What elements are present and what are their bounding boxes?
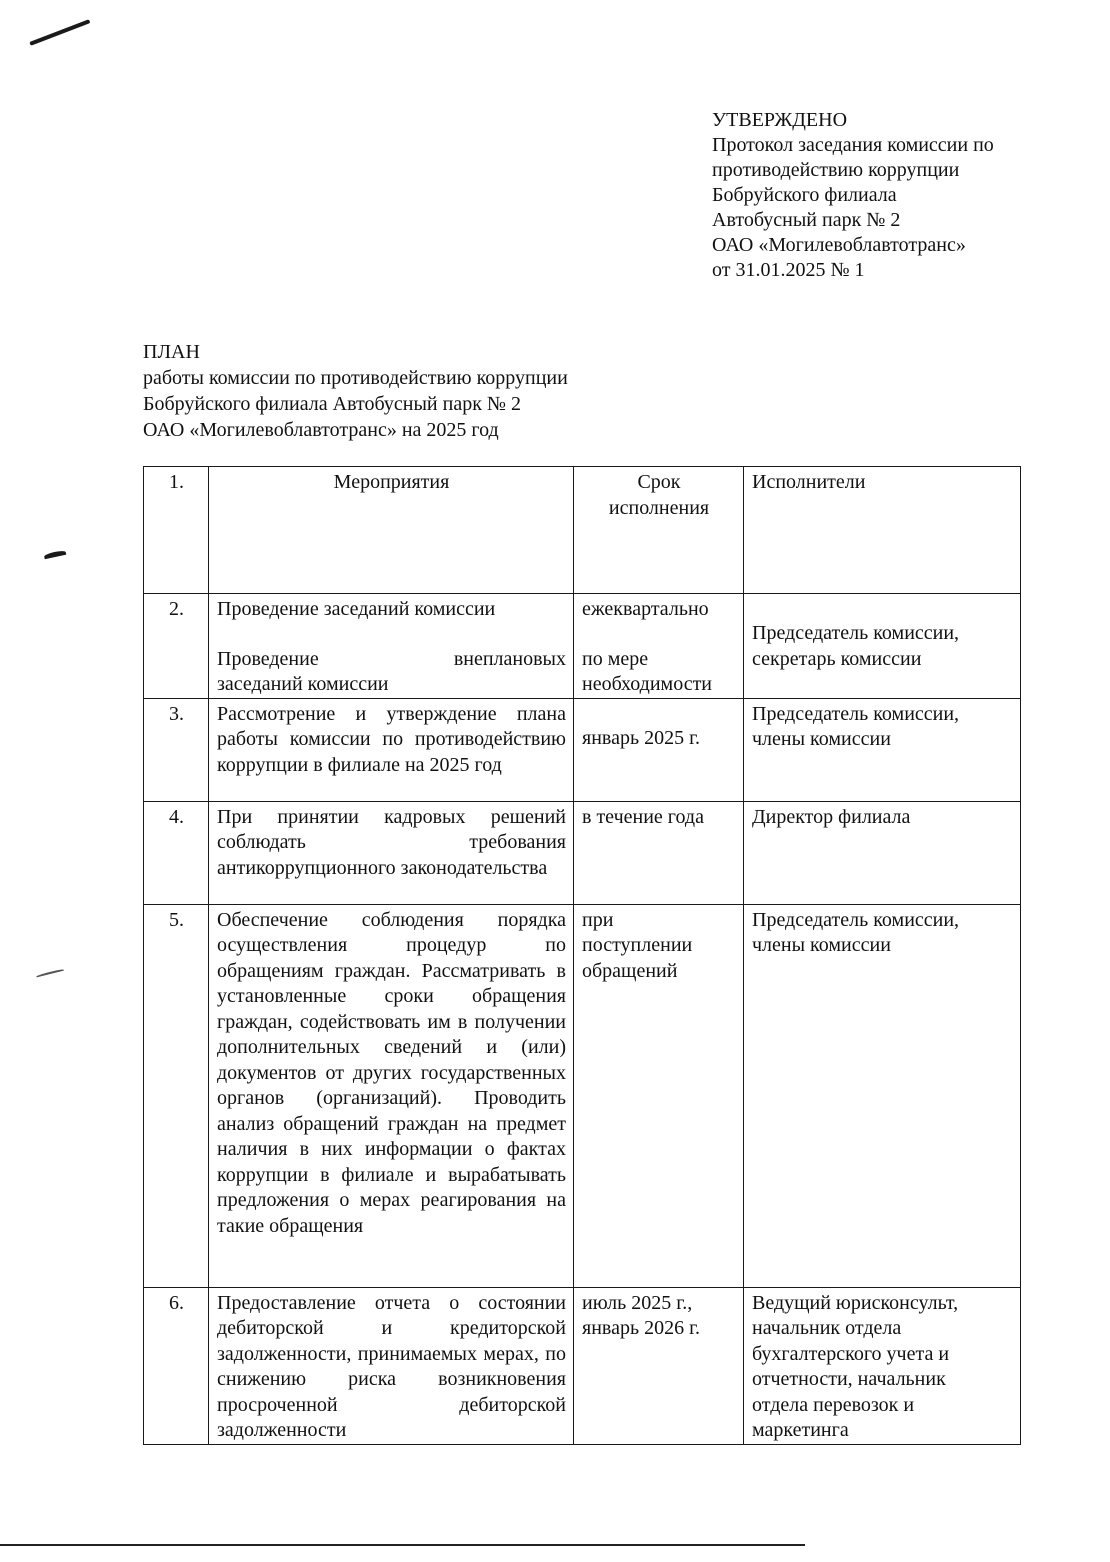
- row-deadline: [574, 1287, 744, 1444]
- row-executors: [744, 594, 1021, 699]
- table-row: [144, 698, 1021, 801]
- row-event-text: Проведение внеплановых: [217, 647, 566, 670]
- row-deadline-text: необходимости: [582, 673, 713, 695]
- row-deadline: в течение года: [574, 801, 744, 904]
- row-event-text: Проведение заседаний комиссии: [217, 598, 496, 620]
- header-deadline: [574, 467, 744, 594]
- row-event-text: заседаний комиссии: [217, 673, 389, 695]
- row-executors-text: члены комиссии: [752, 934, 891, 956]
- row-executors-text: Председатель комиссии,: [752, 702, 960, 725]
- plan-title: ПЛАН: [143, 341, 200, 363]
- row-deadline: [574, 698, 744, 801]
- plan-subtitle-line: Бобруйского филиала Автобусный парк № 2: [143, 393, 522, 415]
- scan-margin-mark: [44, 550, 67, 559]
- row-deadline-text: июль 2025 г.,: [582, 1291, 693, 1314]
- approval-line: от 31.01.2025 № 1: [712, 259, 865, 281]
- row-num: 6.: [144, 1287, 209, 1444]
- row-event: [209, 594, 574, 699]
- table-row: [144, 1287, 1021, 1444]
- plan-subtitle-line: ОАО «Могилевоблавтотранс» на 2025 год: [143, 419, 499, 441]
- scan-bottom-edge: [0, 1544, 805, 1546]
- row-executors-text: отдела перевозок и: [752, 1393, 915, 1416]
- plan-heading: [143, 339, 568, 443]
- row-deadline-text: ежеквартально: [582, 598, 709, 620]
- row-num: 2.: [144, 594, 209, 699]
- approval-line: Протокол заседания комиссии по: [712, 134, 994, 156]
- approval-line: Бобруйского филиала: [712, 184, 897, 206]
- scan-margin-mark: [36, 969, 64, 978]
- row-event: Предоставление отчета о состоянии дебиторской и кредиторской задолженности, принимаемых мерах, по снижению риска возникновения просроченной дебиторской задолженности: [209, 1287, 574, 1444]
- table-header-row: [144, 467, 1021, 594]
- row-deadline: [574, 904, 744, 1287]
- table-row: [144, 904, 1021, 1287]
- row-event: При принятии кадровых решений соблюдать требования антикоррупционного законодательства: [209, 801, 574, 904]
- plan-subtitle-line: работы комиссии по противодействию коррупции: [143, 367, 568, 389]
- row-deadline-text: январь 2026 г.: [582, 1317, 701, 1339]
- approval-line: Автобусный парк № 2: [712, 209, 901, 231]
- row-executors-text: члены комиссии: [752, 728, 891, 750]
- header-deadline-line: исполнения: [608, 496, 710, 519]
- row-deadline-text: январь 2025 г.: [582, 726, 701, 749]
- table-row: [144, 594, 1021, 699]
- table-row: [144, 801, 1021, 904]
- row-deadline: [574, 594, 744, 699]
- row-executors-text: Председатель комиссии,: [752, 908, 960, 931]
- plan-table: [143, 466, 1021, 1445]
- header-executors: Исполнители: [744, 467, 1021, 594]
- row-executors: [744, 1287, 1021, 1444]
- header-deadline-line: Срок: [637, 471, 681, 493]
- row-executors-text: отчетности, начальник: [752, 1368, 946, 1390]
- row-deadline-text: по мере: [582, 647, 649, 670]
- row-executors-text: маркетинга: [752, 1419, 849, 1441]
- row-executors-text: секретарь комиссии: [752, 647, 922, 670]
- row-num: 5.: [144, 904, 209, 1287]
- row-executors-text: Ведущий юрисконсульт,: [752, 1291, 959, 1314]
- approval-line: противодействию коррупции: [712, 159, 960, 181]
- approval-line: ОАО «Могилевоблавтотранс»: [712, 234, 966, 256]
- header-event: Мероприятия: [209, 467, 574, 594]
- row-event: Рассмотрение и утверждение плана работы комиссии по противодействию коррупции в филиале на 2025 год: [209, 698, 574, 801]
- row-executors-text: начальник отдела: [752, 1317, 902, 1339]
- row-event: Обеспечение соблюдения порядка осуществления процедур по обращениям граждан. Рассматривать в установленные сроки обращения граждан, содействовать им в получении дополнительных сведений и (или) документов от других государственных органов (организаций). Проводить анализ обращений граждан на предмет наличия в них информации о фактах коррупции в филиале и вырабатывать предложения о мерах реагирования на такие обращения: [209, 904, 574, 1287]
- row-executors-text: Председатель комиссии,: [752, 622, 960, 644]
- row-executors: [744, 698, 1021, 801]
- row-executors: [744, 904, 1021, 1287]
- row-executors: Директор филиала: [744, 801, 1021, 904]
- row-num: 4.: [144, 801, 209, 904]
- row-executors-text: бухгалтерского учета и: [752, 1342, 950, 1365]
- scan-pen-mark: [29, 19, 90, 46]
- row-deadline-text: обращений: [582, 959, 678, 982]
- row-deadline-text: при: [582, 908, 614, 931]
- row-num: 3.: [144, 698, 209, 801]
- approval-block: [712, 108, 994, 283]
- approval-stamp: УТВЕРЖДЕНО: [712, 109, 848, 131]
- header-num: 1.: [144, 467, 209, 594]
- row-deadline-text: поступлении: [582, 934, 693, 956]
